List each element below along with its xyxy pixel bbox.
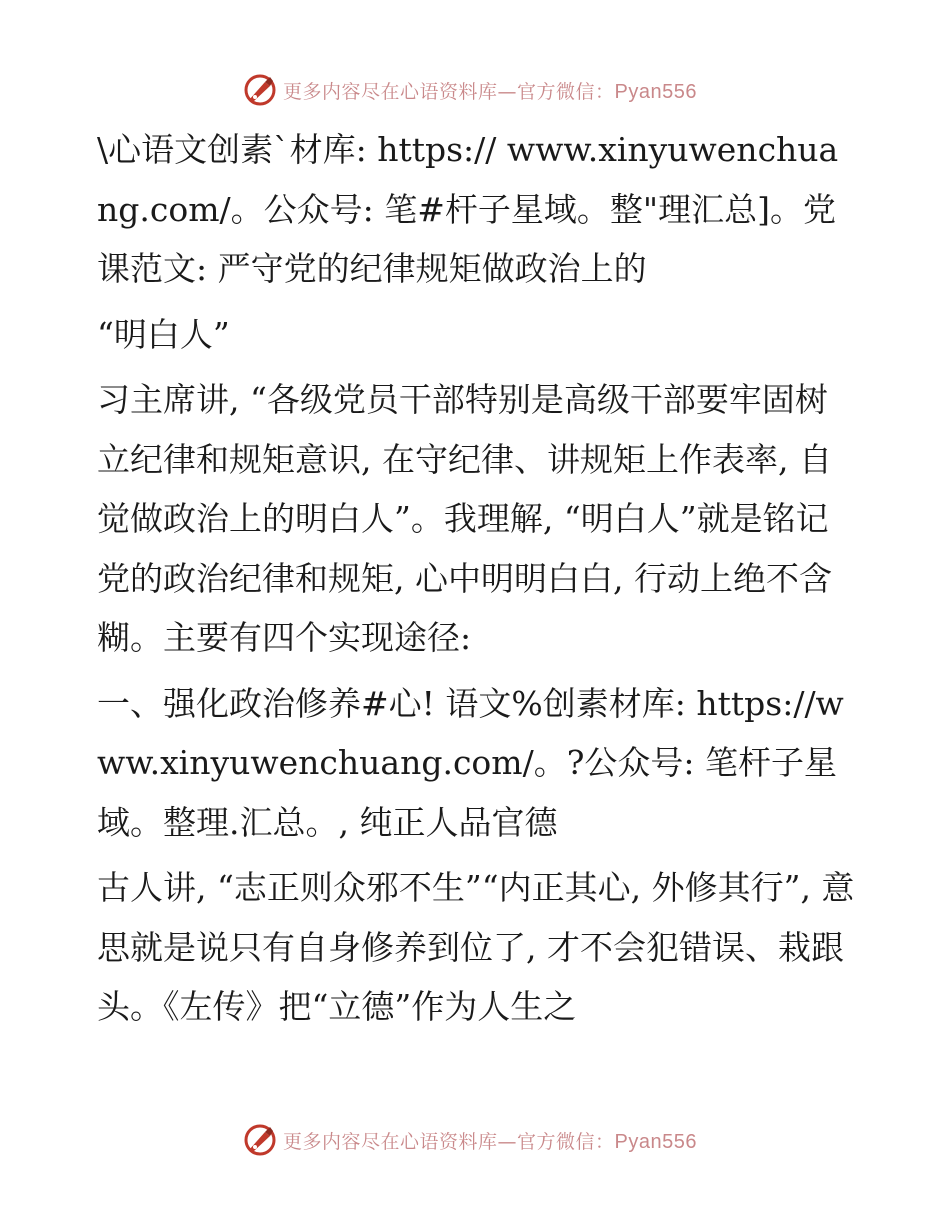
footer-banner xyxy=(0,1120,950,1160)
banner-inner xyxy=(243,1123,697,1157)
pen-nib-circle-icon xyxy=(243,73,277,107)
paragraph-title: “明白人” xyxy=(97,314,230,354)
header-banner xyxy=(0,70,950,110)
document-body xyxy=(97,120,857,1037)
pen-nib-circle-icon xyxy=(243,1123,277,1157)
banner-text xyxy=(283,1127,697,1154)
banner-dash: — xyxy=(497,80,518,103)
site-name: 更多内容尽在心语资料库 xyxy=(283,1130,498,1153)
wechat-id: Pyan556 xyxy=(614,80,697,103)
banner-dash: — xyxy=(497,1130,518,1153)
paragraph-intro: \心语文创素`材库: https:// www.xinyuwenchuang.com/。公众号: 笔#杆子星域。整"理汇总]。党课范文: 严守党的纪律规矩做政治上的 xyxy=(97,130,839,288)
wechat-label: 官方微信： xyxy=(517,1130,615,1153)
wechat-label: 官方微信： xyxy=(517,80,615,103)
banner-text xyxy=(283,77,697,104)
paragraph-heading-1: 一、强化政治修养#心! 语文%创素材库: https://www.xinyuwenchuang.com/。?公众号: 笔杆子星域。整理.汇总。, 纯正人品官德 xyxy=(97,683,844,842)
paragraph-body-1: 习主席讲, “各级党员干部特别是高级干部要牢固树立纪律和规矩意识, 在守纪律、讲规矩上作表率, 自觉做政治上的明白人”。我理解, “明白人”就是铭记党的政治纪律和规矩, 心中明明白白, 行动上绝不含糊。主要有四个实现途径: xyxy=(97,380,832,657)
wechat-id: Pyan556 xyxy=(614,1130,697,1153)
paragraph-body-2: 古人讲, “志正则众邪不生”“内正其心, 外修其行”, 意思就是说只有自身修养到位了, 才不会犯错误、栽跟头。《左传》把“立德”作为人生之 xyxy=(97,868,855,1026)
site-name: 更多内容尽在心语资料库 xyxy=(283,80,498,103)
banner-inner xyxy=(243,73,697,107)
